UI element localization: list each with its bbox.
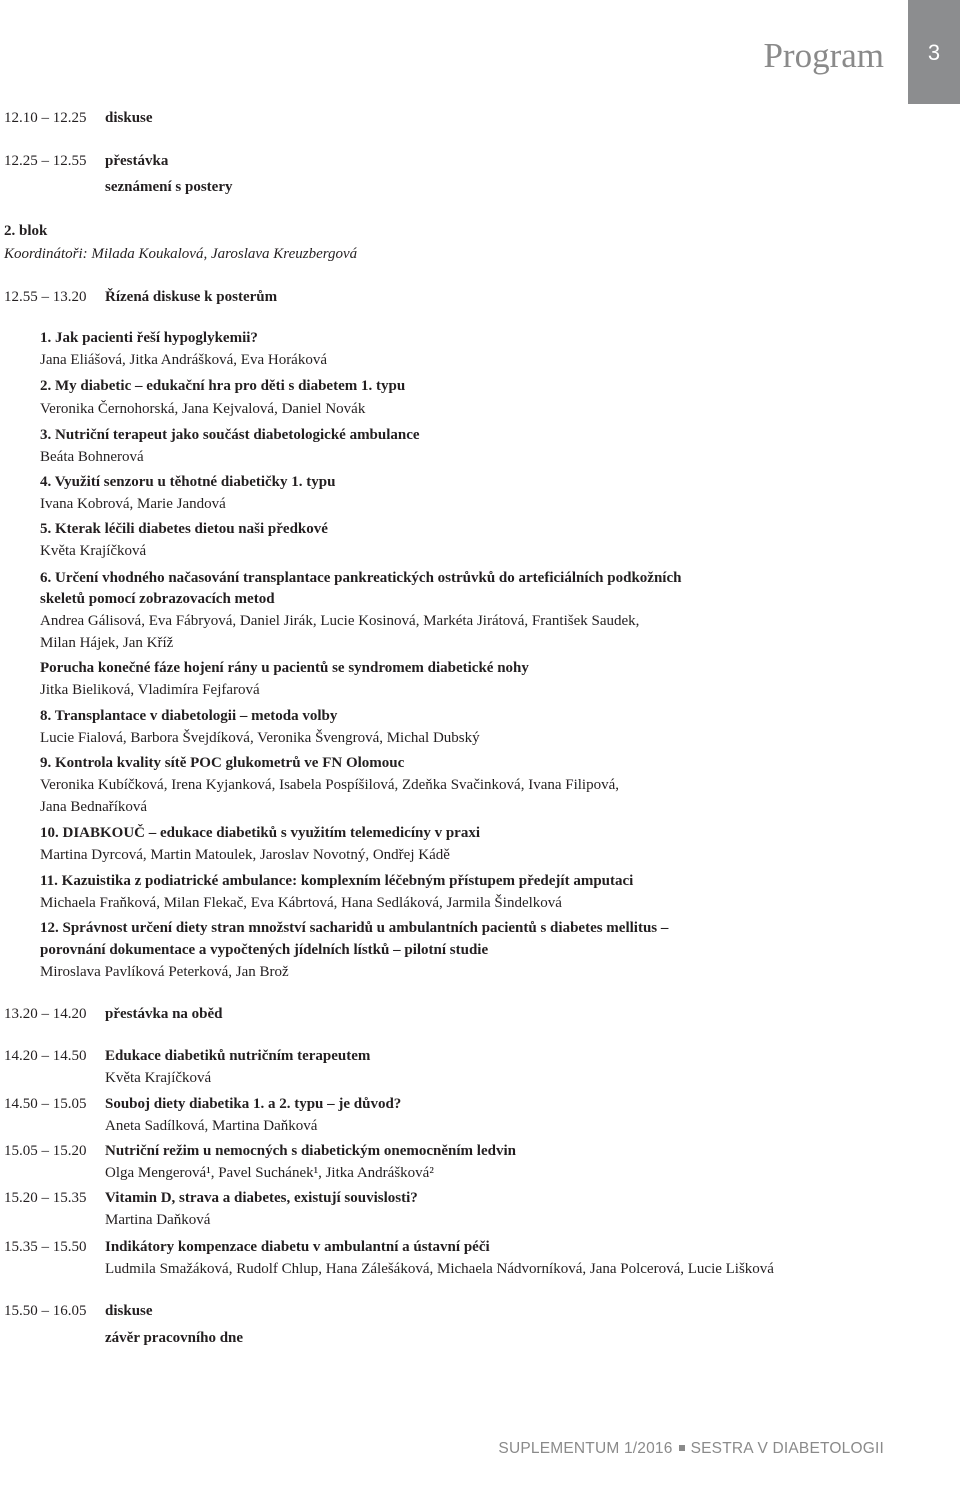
session-time: 15.20 – 15.35 [4, 1190, 87, 1206]
footer-publication: SESTRA V DIABETOLOGII [690, 1440, 884, 1457]
poster-authors-continued: Milan Hájek, Jan Kříž [40, 635, 174, 651]
block-coordinators: Koordinátoři: Milada Koukalová, Jaroslava Kreuzbergová [4, 246, 358, 262]
session-speaker: Olga Mengerová¹, Pavel Suchánek¹, Jitka Andrášková² [105, 1165, 434, 1181]
square-separator-icon [679, 1445, 685, 1451]
poster-authors-continued: Jana Bednaříková [40, 799, 148, 815]
session-speaker: Ludmila Smažáková, Rudolf Chlup, Hana Zálešáková, Michaela Nádvorníková, Jana Polcerová, Lucie Lišková [105, 1261, 774, 1277]
session-time: 12.25 – 12.55 [4, 153, 87, 169]
session-speaker: Květa Krajíčková [105, 1070, 212, 1086]
poster-authors: Veronika Kubíčková, Irena Kyjanková, Isabela Pospíšilová, Zdeňka Svačinková, Ivana Filipová, [40, 777, 620, 793]
session-title: přestávka [105, 153, 169, 169]
poster-title: 1. Jak pacienti řeší hypoglykemii? [40, 330, 258, 346]
session-title: Edukace diabetiků nutričním terapeutem [105, 1048, 371, 1064]
page-number-tab [908, 0, 960, 104]
page-number: 3 [927, 40, 941, 65]
block-heading: 2. blok [4, 223, 48, 239]
session-title: přestávka na oběd [105, 1006, 223, 1022]
poster-title-continued: porovnání dokumentace a vypočtených jídelních lístků – pilotní studie [40, 942, 489, 958]
poster-title: 2. My diabetic – edukační hra pro děti s diabetem 1. typu [40, 378, 406, 394]
session-time: 13.20 – 14.20 [4, 1006, 87, 1022]
session-time: 14.50 – 15.05 [4, 1096, 87, 1112]
poster-title: 6. Určení vhodného načasování transplantace pankreatických ostrůvků do arteficiálních podkožních [40, 570, 682, 586]
session-time: 12.55 – 13.20 [4, 289, 87, 305]
poster-authors: Ivana Kobrová, Marie Jandová [40, 496, 226, 512]
session-time: 15.05 – 15.20 [4, 1143, 87, 1159]
session-title: Souboj diety diabetika 1. a 2. typu – je důvod? [105, 1096, 402, 1112]
footer-journal: SUPLEMENTUM 1/2016 [498, 1440, 673, 1457]
session-speaker: Aneta Sadílková, Martina Daňková [105, 1118, 318, 1134]
poster-title: 10. DIABKOUČ – edukace diabetiků s využitím telemedicíny v praxi [40, 825, 481, 841]
poster-title: 3. Nutriční terapeut jako součást diabetologické ambulance [40, 427, 420, 443]
session-title: diskuse [105, 1303, 153, 1319]
session-subtitle: závěr pracovního dne [105, 1330, 244, 1346]
poster-title-continued: skeletů pomocí zobrazovacích metod [40, 591, 275, 607]
poster-authors: Miroslava Pavlíková Peterková, Jan Brož [40, 964, 289, 980]
page-title: Program [763, 36, 884, 75]
session-title: diskuse [105, 110, 153, 126]
poster-title: 5. Kterak léčili diabetes dietou naši předkové [40, 521, 328, 537]
poster-authors: Jitka Bieliková, Vladimíra Fejfarová [40, 682, 260, 698]
poster-title: Porucha konečné fáze hojení rány u pacientů se syndromem diabetické nohy [40, 660, 529, 676]
poster-title: 12. Správnost určení diety stran množství sacharidů u ambulantních pacientů s diabetes mellitus – [40, 920, 669, 936]
poster-authors: Beáta Bohnerová [40, 449, 144, 465]
poster-title: 4. Využití senzoru u těhotné diabetičky 1. typu [40, 474, 336, 490]
session-time: 15.50 – 16.05 [4, 1303, 87, 1319]
poster-title: 11. Kazuistika z podiatrické ambulance: komplexním léčebným přístupem předejít amputaci [40, 873, 634, 889]
poster-authors: Lucie Fialová, Barbora Švejdíková, Veronika Švengrová, Michal Dubský [40, 730, 480, 746]
poster-title: 8. Transplantace v diabetologii – metoda volby [40, 708, 338, 724]
poster-authors: Martina Dyrcová, Martin Matoulek, Jaroslav Novotný, Ondřej Kádě [40, 847, 450, 863]
session-speaker: Martina Daňková [105, 1212, 211, 1228]
poster-authors: Andrea Gálisová, Eva Fábryová, Daniel Jirák, Lucie Kosinová, Markéta Jirátová, František Saudek, [40, 613, 640, 629]
session-time: 15.35 – 15.50 [4, 1239, 87, 1255]
poster-authors: Veronika Černohorská, Jana Kejvalová, Daniel Novák [40, 401, 366, 417]
session-title: Vitamin D, strava a diabetes, existují souvislosti? [105, 1190, 418, 1206]
session-title: Nutriční režim u nemocných s diabetickým onemocněním ledvin [105, 1143, 516, 1159]
poster-authors: Michaela Fraňková, Milan Flekač, Eva Kábrtová, Hana Sedláková, Jarmila Šindelková [40, 895, 562, 911]
session-title: Indikátory kompenzace diabetu v ambulantní a ústavní péči [105, 1239, 490, 1255]
poster-authors: Jana Eliášová, Jitka Andrášková, Eva Horáková [40, 352, 327, 368]
session-subtitle: seznámení s postery [105, 179, 233, 195]
session-title: Řízená diskuse k posterům [105, 289, 278, 305]
page-footer [498, 1440, 884, 1458]
poster-title: 9. Kontrola kvality sítě POC glukometrů ve FN Olomouc [40, 755, 405, 771]
poster-authors: Květa Krajíčková [40, 543, 147, 559]
session-time: 12.10 – 12.25 [4, 110, 87, 126]
session-time: 14.20 – 14.50 [4, 1048, 87, 1064]
